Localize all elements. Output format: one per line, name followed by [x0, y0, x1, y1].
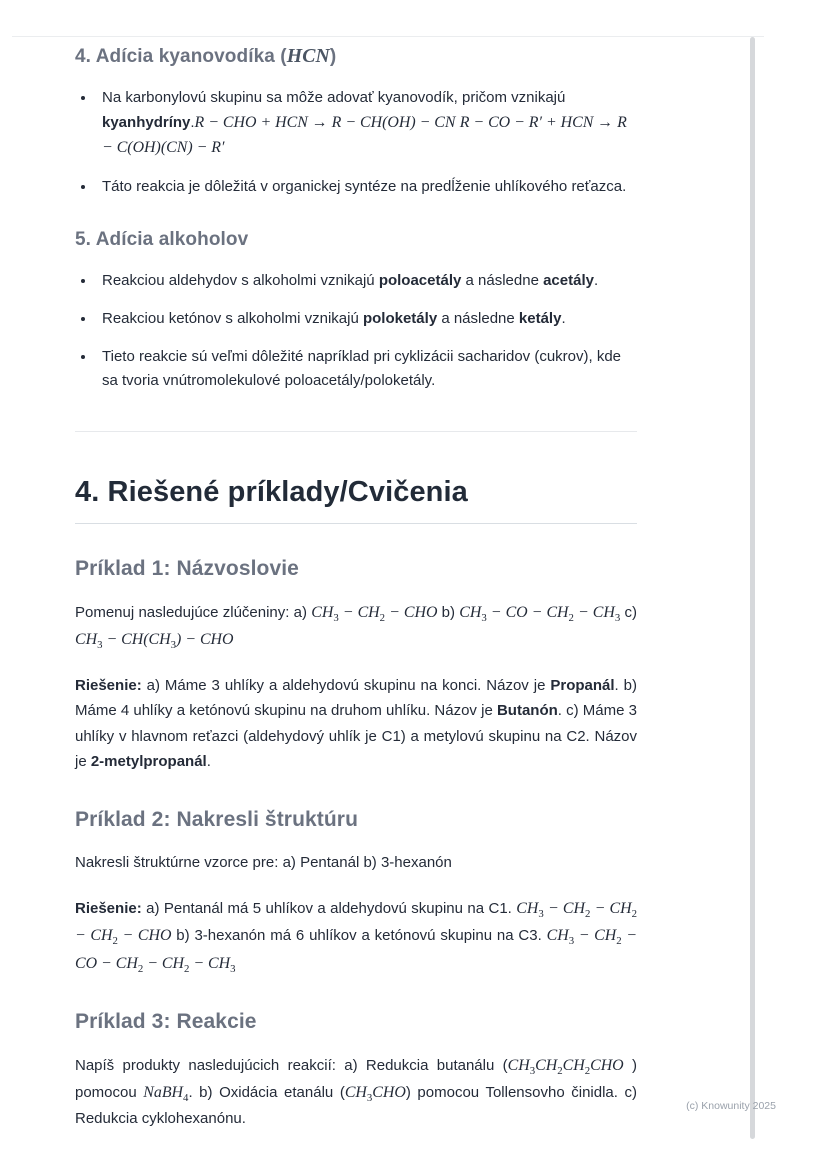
example-title-1: Príklad 1: Názvoslovie	[75, 556, 299, 580]
math-formula: $CH_3CHO$	[344, 1083, 406, 1104]
main-title: 4. Riešené príklady/Cvičenia	[75, 476, 637, 524]
bold-text: Butanón	[496, 702, 558, 720]
math-formula: R − CHO + HCN → R − CH(OH) − CN	[194, 114, 456, 131]
bullet-item	[96, 175, 637, 199]
text-run: c)	[620, 603, 637, 621]
text-run: . c) Máme 3 uhlíky v hlavnom reťazci (aldehydový uhlík je C1) a metylovú skupinu na C2. Názov je	[75, 702, 637, 771]
text-run: a) Máme 3 uhlíky a aldehydovú skupinu na konci. Názov je	[141, 676, 551, 694]
text-run: ) pomocou Tollensovho činidla. c) Redukcia cyklohexanónu.	[75, 1083, 637, 1127]
math-formula: $CH_3CH_2CH_2CHO$	[507, 1056, 624, 1077]
text-run: Tieto reakcie sú veľmi dôležité napríklad pri cyklizácii sacharidov (cukrov), kde sa tvoria vnútromolekulové poloacetály/poloketály.	[102, 347, 622, 389]
text-run: .	[190, 114, 195, 131]
bold-text: 2-metylpropanál	[90, 753, 207, 771]
example-title-3: Príklad 3: Reakcie	[75, 1009, 257, 1033]
text-run: Táto reakcia je dôležitá v organickej syntéze na predĺženie uhlíkového reťazca.	[102, 177, 627, 195]
paragraph	[75, 599, 637, 653]
bullet-list-adicia-alkoholov	[75, 269, 637, 393]
text-run: a) Pentanál má 5 uhlíkov a aldehydovú skupinu na C1.	[141, 900, 517, 918]
bold-text: poloketály	[362, 309, 438, 327]
text-run: 4. Adícia kyanovodíka (	[75, 46, 287, 67]
text-run: .	[561, 309, 566, 327]
math-formula: $CH_3 - CH_2$ − CHO	[311, 603, 438, 625]
text-run: a následne	[437, 309, 519, 327]
bold-text: kyanhydríny	[102, 114, 191, 131]
text-run: b)	[437, 603, 460, 621]
example-title-2: Príklad 2: Nakresli štruktúru	[75, 807, 359, 831]
text-run: Reakciou ketónov s alkoholmi vznikajú	[102, 309, 363, 327]
bullet-list-adicia-hcn	[75, 86, 637, 199]
section-heading-adicia-alkoholov: 5. Adícia alkoholov	[75, 228, 249, 250]
paragraph	[75, 1052, 637, 1132]
copyright-watermark: (c) Knowunity 2025	[686, 1100, 776, 1112]
paragraph	[75, 850, 637, 876]
math-formula: R − CO − R′ + HCN → R − C(OH)(CN) − R′	[102, 114, 627, 157]
math-formula: $CH_3$ − CO − $CH_2 - CH_3$	[459, 603, 621, 625]
document-content	[75, 45, 637, 1151]
math-formula: $CH_3 - CH_2 - CH_2 - CH_2$ − CHO	[75, 900, 638, 948]
bold-text: Propanál	[550, 676, 615, 694]
bullet-item	[96, 307, 637, 331]
text-run: . b) Oxidácia etanálu (	[188, 1083, 345, 1101]
text-run: .	[593, 271, 599, 289]
math-formula: $CH_3 - CH(CH_3)$ − CHO	[75, 630, 234, 652]
text-run: ) pomocou	[75, 1056, 637, 1101]
text-run: Napíš produkty nasledujúcich reakcií: a) Redukcia butanálu (	[75, 1056, 508, 1074]
paragraph	[75, 673, 637, 775]
text-run: Na karbonylovú skupinu sa môže adovať kyanovodík, pričom vznikajú	[102, 89, 566, 106]
bold-text: ketály	[518, 309, 562, 327]
page-top-border	[12, 36, 764, 37]
text-run: )	[329, 46, 337, 67]
text-run: . b) Máme 4 uhlíky a ketónovú skupinu na druhom uhlíku. Názov je	[75, 676, 637, 720]
math-formula: $CH_3 - CH_2$ − CO − $CH_2 - CH_2 - CH_3$	[75, 927, 637, 975]
bullet-item	[96, 345, 637, 393]
scrollbar[interactable]	[750, 37, 755, 1139]
section-divider	[75, 431, 637, 432]
text-run: b) 3-hexanón má 6 uhlíkov a ketónovú skupinu na C3.	[171, 927, 547, 945]
bold-text: Riešenie:	[75, 900, 142, 918]
math-formula: HCN	[286, 45, 330, 67]
paragraph	[75, 895, 637, 976]
text-run: Pomenuj nasledujúce zlúčeniny: a)	[75, 603, 312, 621]
text-run: Reakciou aldehydov s alkoholmi vznikajú	[102, 271, 379, 289]
bold-text: Riešenie:	[75, 676, 142, 694]
text-run: a následne	[461, 271, 544, 289]
section-heading-adicia-hcn	[75, 45, 637, 68]
bullet-item	[96, 86, 637, 161]
bullet-item	[96, 269, 637, 293]
text-run: .	[206, 753, 211, 771]
bold-text: poloacetály	[378, 271, 462, 289]
bold-text: acetály	[543, 271, 594, 289]
text-run: Nakresli štruktúrne vzorce pre: a) Pentanál b) 3-hexanón	[75, 853, 452, 871]
math-formula: NaBH$_4$	[143, 1083, 189, 1104]
